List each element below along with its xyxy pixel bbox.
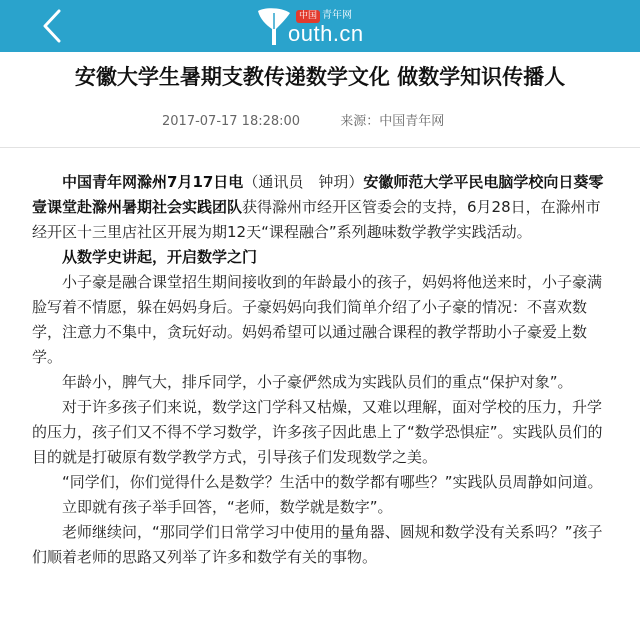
logo-english-text: outh.cn [288,21,364,46]
article-meta [162,113,444,131]
back-button[interactable] [34,8,70,44]
source-name: 中国青年网 [379,114,445,129]
paragraph: 对于许多孩子们来说，数学这门学科又枯燥，又难以理解，面对学校的压力，升学的压力，孩子们又不得不学习数学，许多孩子因此患上了“数学恐惧症”。实践队员们的目的就是打破原有数学教学方式，引导孩子们发现数学之美。 [32,398,603,466]
lead-text: 获得滁州市经开区管委会的支持，6月28日，在滁州市经开区十三里店社区开展为期12天“课程融合”系列趣味数学教学实践活动。 [32,198,601,241]
paragraph: 年龄小，脾气大，排斥同学，小子豪俨然成为实践队员们的重点“保护对象”。 [62,373,573,391]
section-subheading: 从数学史讲起，开启数学之门 [62,248,258,266]
paragraph: 立即就有孩子举手回答，“老师，数学就是数字”。 [62,498,393,516]
logo-cn-label: 青年网 [322,10,353,21]
top-navigation-bar [0,0,640,52]
lead-reporter: （通讯员 钟玥） [243,173,364,191]
source-label: 来源： [340,114,380,129]
youth-cn-logo[interactable] [254,5,394,47]
article-body [32,170,614,570]
lead-team: 安徽师范大学平民电脑学校向日葵零壹课堂赴滁州暑期社会实践团队 [32,173,604,216]
article-title: 安徽大学生暑期支教传递数学文化 做数学知识传播人 [74,65,566,89]
paragraph: “同学们，你们觉得什么是数学？生活中的数学都有哪些？”实践队员周静如问道。 [62,473,603,491]
publish-date: 2017-07-17 18:28:00 [162,114,301,129]
lead-paragraph [32,170,614,245]
chevron-left-icon [41,9,63,43]
paragraph: 老师继续问，“那同学们日常学习中使用的量角器、圆规和数学没有关系吗？”孩子们顺着老师的思路又列举了许多和数学有关的事物。 [32,523,603,566]
logo-badge: 中国 [296,10,320,23]
paragraph: 小子豪是融合课堂招生期间接收到的年龄最小的孩子，妈妈将他送来时，小子豪满脸写着不情愿，躲在妈妈身后。子豪妈妈向我们简单介绍了小子豪的情况：不喜欢数学，注意力不集中，贪玩好动。妈妈希望可以通过融合课程的教学帮助小子豪爱上数学。 [32,273,603,366]
lead-dateline: 中国青年网滁州7月17日电 [62,173,244,191]
divider [0,147,640,148]
